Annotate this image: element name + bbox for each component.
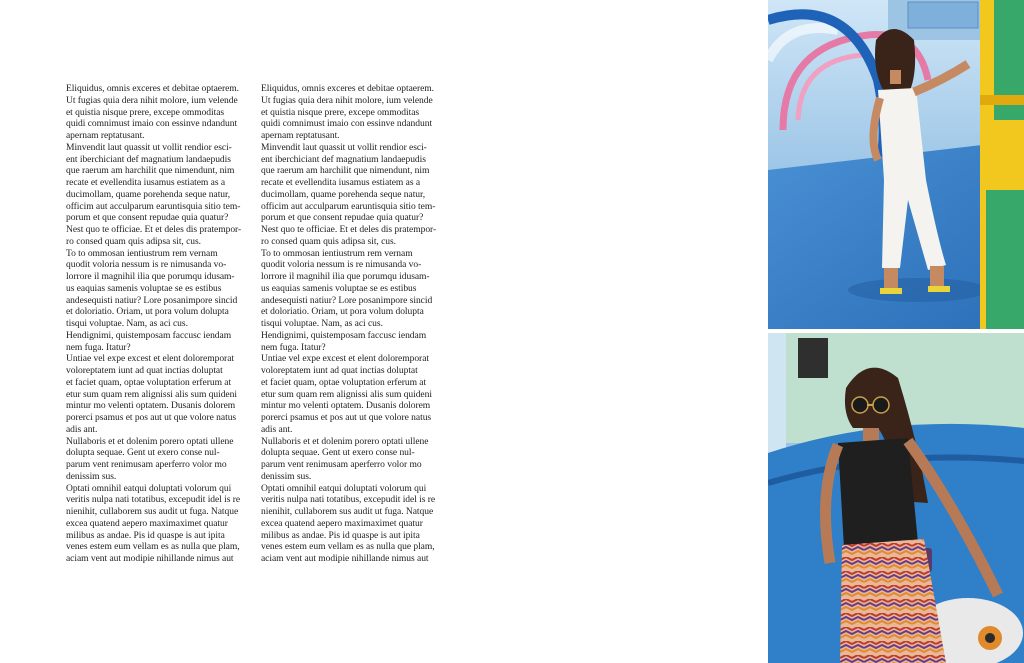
text-line: Eliquidus, omnis exceres et debitae optaerem.: [66, 83, 239, 94]
text-line: lorrore il magnihil ilia que porumqu idusam-: [261, 271, 430, 282]
text-line: ro consed quam quis adipsa sit, cus.: [66, 235, 202, 247]
text-line: dolupta sequae. Gent ut exero conse nul-: [66, 447, 220, 459]
text-line: veritis nulpa nati totatibus, excepudit idel is re: [261, 494, 436, 506]
text-line: mintur mo velenti optatem. Dusanis dolorem: [261, 400, 431, 412]
photo-woman-sunglasses-zigzag-skirt: [768, 333, 1024, 663]
text-line: et doloriatio. Oriam, ut pora volum dolupta: [261, 306, 424, 318]
text-line: Nullaboris et et dolenim porero optati ullene: [66, 435, 234, 447]
text-line: andesequisti natiur? Lore posanimpore sincid: [261, 294, 433, 306]
text-line: et quistia nisque prere, excepe ommoditas: [261, 106, 420, 118]
text-line: aciam vent aut modipie nihillande nimus aut: [66, 553, 234, 564]
text-line: veritis nulpa nati totatibus, excepudit idel is re: [66, 494, 241, 506]
text-line: ent iberchiciant def magnatium landaepudis: [66, 153, 231, 165]
text-line: excea quatend aepero maximaximet quatur: [66, 517, 228, 529]
text-line: Untiae vel expe excest et elent doloremporat: [261, 353, 429, 365]
text-line: To to ommosan ientiustrum rem vernam: [66, 247, 218, 259]
text-line: Nullaboris et et dolenim porero optati ullene: [261, 435, 429, 447]
text-line: Eliquidus, omnis exceres et debitae optaerem.: [261, 83, 434, 94]
text-line: nienihit, cullaborem sus audit ut fuga. Natque: [261, 506, 434, 517]
text-line: ducimollam, quame porehenda seque natur,: [66, 188, 231, 200]
text-line: milibus as andae. Pis id quaspe is aut ipita: [66, 529, 225, 541]
text-line: Minvendit laut quassit ut vollit rendior esci-: [66, 141, 232, 153]
text-line: ducimollam, quame porehenda seque natur,: [261, 188, 426, 200]
text-line: et faciet quam, optae voluptation erferum at: [261, 376, 427, 388]
text-line: quidi comnimust imaio con essinve ndandunt: [261, 118, 433, 130]
text-line: mintur mo velenti optatem. Dusanis dolorem: [66, 400, 236, 412]
text-line: parum vent renimusam aperferro volor mo: [261, 459, 422, 470]
text-line: Ut fugias quia dera nihit molore, ium velende: [66, 94, 238, 106]
text-line: recate et evellendita iusamus estiatem as a: [261, 177, 421, 188]
text-line: parum vent renimusam aperferro volor mo: [66, 459, 227, 470]
text-line: To to ommosan ientiustrum rem vernam: [261, 247, 413, 259]
text-line: ro consed quam quis adipsa sit, cus.: [261, 235, 397, 247]
text-line: andesequisti natiur? Lore posanimpore sincid: [66, 294, 238, 306]
text-line: et doloriatio. Oriam, ut pora volum dolupta: [66, 306, 229, 318]
text-line: apernam reptatusant.: [261, 130, 340, 141]
photo-bottom: [768, 333, 1024, 663]
text-line: milibus as andae. Pis id quaspe is aut ipita: [261, 529, 420, 541]
text-line: Optati omnihil eatqui doluptati volorum qui: [261, 482, 427, 494]
text-line: Hendignimi, quistemposam faccusc iendam: [66, 329, 232, 341]
text-line: et quistia nisque prere, excepe ommoditas: [66, 106, 225, 118]
text-line: quidi comnimust imaio con essinve ndandunt: [66, 118, 238, 130]
text-line: venes estem eum vellam es as nulla que plam,: [66, 541, 240, 553]
text-line: nem fuga. Itatur?: [66, 341, 131, 353]
text-line: recate et evellendita iusamus estiatem as a: [66, 177, 226, 188]
text-line: voloreptatem iunt ad quat inctias doluptat: [66, 365, 223, 376]
text-line: Untiae vel expe excest et elent doloremporat: [66, 353, 234, 365]
text-line: us eaquias samenis voluptae se es estibus: [261, 282, 417, 294]
text-line: Ut fugias quia dera nihit molore, ium velende: [261, 94, 433, 106]
text-line: que raerum am harchilit que nimendunt, nim: [261, 165, 430, 177]
text-line: voloreptatem iunt ad quat inctias doluptat: [261, 365, 418, 376]
text-line: nem fuga. Itatur?: [261, 341, 326, 353]
text-line: tisqui voluptae. Nam, as aci cus.: [261, 318, 383, 329]
text-line: Nest quo te officiae. Et et deles dis pratempor-: [261, 224, 437, 235]
text-line: que raerum am harchilit que nimendunt, nim: [66, 165, 235, 177]
text-line: ent iberchiciant def magnatium landaepudis: [261, 153, 426, 165]
text-line: porum et que consent repudae quia quatur?: [261, 212, 424, 224]
text-line: et faciet quam, optae voluptation erferum at: [66, 376, 232, 388]
text-line: officim aut acculparum earuntisquia sitio tem-: [261, 200, 436, 212]
text-line: adis ant.: [261, 423, 293, 435]
text-line: excea quatend aepero maximaximet quatur: [261, 517, 423, 529]
text-line: etur sum quam rem alignissi alis sum quideni: [261, 388, 432, 400]
text-line: nienihit, cullaborem sus audit ut fuga. Natque: [66, 506, 239, 517]
text-column-left: [66, 83, 256, 565]
text-line: officim aut acculparum earuntisquia sitio tem-: [66, 200, 241, 212]
text-line: lorrore il magnihil ilia que porumqu idusam-: [66, 271, 235, 282]
text-column-right: [261, 83, 451, 565]
text-line: apernam reptatusant.: [66, 130, 145, 141]
text-line: denissim sus.: [261, 470, 312, 482]
text-line: Minvendit laut quassit ut vollit rendior esci-: [261, 141, 427, 153]
photo-top: [768, 0, 1024, 329]
text-line: porerci psamus et pos aut ut que volore natus: [261, 412, 432, 423]
text-line: etur sum quam rem alignissi alis sum quideni: [66, 388, 237, 400]
text-line: Hendignimi, quistemposam faccusc iendam: [261, 329, 427, 341]
text-line: quodit voloria nessum is re nimusanda vo-: [261, 259, 422, 271]
text-line: venes estem eum vellam es as nulla que plam,: [261, 541, 435, 553]
text-line: quodit voloria nessum is re nimusanda vo-: [66, 259, 227, 271]
text-line: porerci psamus et pos aut ut que volore natus: [66, 412, 237, 423]
text-line: denissim sus.: [66, 470, 117, 482]
text-line: Optati omnihil eatqui doluptati volorum qui: [66, 482, 232, 494]
text-line: tisqui voluptae. Nam, as aci cus.: [66, 318, 188, 329]
text-line: us eaquias samenis voluptae se es estibus: [66, 282, 222, 294]
text-line: Nest quo te officiae. Et et deles dis pratempor-: [66, 224, 242, 235]
text-line: adis ant.: [66, 423, 98, 435]
text-line: dolupta sequae. Gent ut exero conse nul-: [261, 447, 415, 459]
text-line: porum et que consent repudae quia quatur?: [66, 212, 229, 224]
photo-woman-white-jumpsuit-water-park: [768, 0, 1024, 329]
text-line: aciam vent aut modipie nihillande nimus aut: [261, 553, 429, 564]
